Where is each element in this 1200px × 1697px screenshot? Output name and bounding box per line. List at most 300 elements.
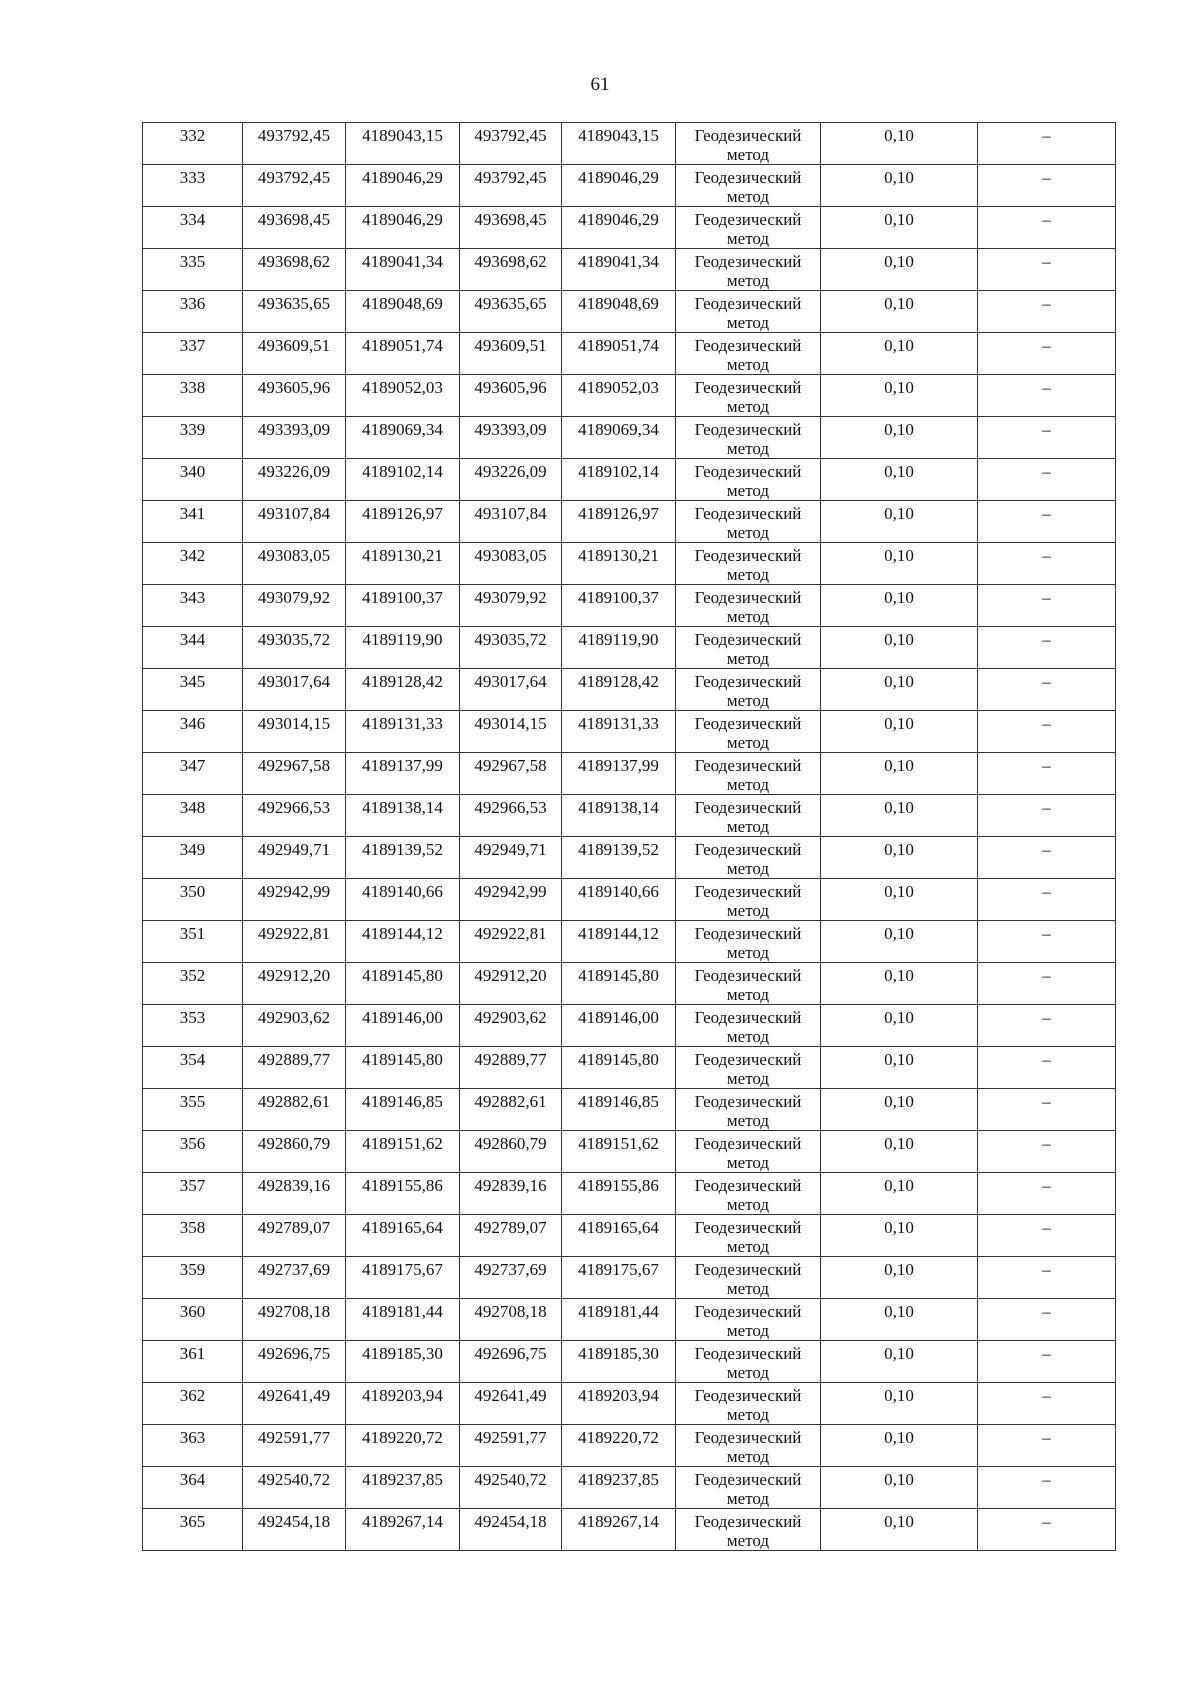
x-new-cell-value: 493017,64: [474, 672, 547, 691]
y-existing-cell-value: 4189051,74: [362, 336, 443, 355]
accuracy-cell-value: 0,10: [884, 504, 914, 523]
y-existing-cell: [346, 459, 460, 501]
method-line-1: Геодезический: [694, 840, 802, 859]
x-existing-cell-value: 492641,49: [257, 1386, 331, 1405]
y-existing-cell-value: 4189138,14: [362, 798, 443, 817]
method-line-2: метод: [726, 901, 770, 920]
note-cell-value: –: [1042, 1344, 1051, 1363]
x-new-cell: [460, 543, 562, 585]
accuracy-cell: [821, 1131, 978, 1173]
y-existing-cell-value: 4189185,30: [362, 1344, 443, 1363]
table-row: [143, 1509, 1116, 1551]
x-new-cell: [460, 1467, 562, 1509]
x-new-cell-value: 492737,69: [474, 1260, 547, 1279]
y-new-cell: [562, 669, 676, 711]
y-new-cell: [562, 123, 676, 165]
x-existing-cell: [243, 123, 346, 165]
y-existing-cell: [346, 1131, 460, 1173]
x-new-cell: [460, 459, 562, 501]
method-line-1: Геодезический: [694, 672, 802, 691]
note-cell: [978, 501, 1116, 543]
y-new-cell-value: 4189140,66: [578, 882, 659, 901]
x-new-cell-value: 492912,20: [474, 966, 547, 985]
y-new-cell: [562, 1425, 676, 1467]
y-existing-cell: [346, 1299, 460, 1341]
method-cell: [676, 1173, 821, 1215]
x-new-cell-value: 492903,62: [474, 1008, 547, 1027]
point-number-cell: [143, 837, 243, 879]
method-line-2: метод: [726, 1489, 770, 1508]
y-new-cell: [562, 879, 676, 921]
note-cell: [978, 1131, 1116, 1173]
point-number-cell: [143, 585, 243, 627]
method-line-2: метод: [726, 1531, 770, 1550]
point-number-cell: [143, 795, 243, 837]
note-cell-value: –: [1042, 756, 1051, 775]
method-line-2: метод: [726, 397, 770, 416]
x-new-cell-value: 492789,07: [474, 1218, 547, 1237]
note-cell: [978, 795, 1116, 837]
method-line-1: Геодезический: [694, 882, 802, 901]
table-row: [143, 753, 1116, 795]
y-existing-cell: [346, 501, 460, 543]
x-new-cell: [460, 1131, 562, 1173]
accuracy-cell: [821, 1383, 978, 1425]
y-existing-cell-value: 4189139,52: [362, 840, 443, 859]
y-new-cell: [562, 837, 676, 879]
method-line-2: метод: [726, 145, 770, 164]
method-line-2: метод: [726, 523, 770, 542]
x-existing-cell-value: 492789,07: [257, 1218, 331, 1237]
x-new-cell: [460, 165, 562, 207]
method-cell: [676, 501, 821, 543]
x-existing-cell-value: 493792,45: [257, 168, 331, 187]
method-line-2: метод: [726, 985, 770, 1004]
accuracy-cell: [821, 1257, 978, 1299]
note-cell: [978, 123, 1116, 165]
x-existing-cell-value: 493698,62: [257, 252, 331, 271]
point-number-cell-value: 344: [179, 630, 206, 649]
point-number-cell-value: 349: [179, 840, 206, 859]
y-new-cell-value: 4189119,90: [578, 630, 659, 649]
accuracy-cell-value: 0,10: [884, 630, 914, 649]
accuracy-cell: [821, 837, 978, 879]
method-cell: [676, 963, 821, 1005]
method-line-2: метод: [726, 691, 770, 710]
y-new-cell: [562, 417, 676, 459]
note-cell: [978, 207, 1116, 249]
note-cell: [978, 1005, 1116, 1047]
note-cell: [978, 627, 1116, 669]
method-line-2: метод: [726, 1237, 770, 1256]
method-line-1: Геодезический: [694, 294, 802, 313]
y-new-cell-value: 4189041,34: [578, 252, 659, 271]
x-existing-cell: [243, 1215, 346, 1257]
accuracy-cell-value: 0,10: [884, 462, 914, 481]
y-new-cell-value: 4189137,99: [578, 756, 659, 775]
y-new-cell: [562, 1047, 676, 1089]
point-number-cell-value: 364: [179, 1470, 206, 1489]
x-existing-cell-value: 492839,16: [257, 1176, 331, 1195]
point-number-cell: [143, 1215, 243, 1257]
x-new-cell-value: 492641,49: [474, 1386, 547, 1405]
method-line-1: Геодезический: [694, 546, 802, 565]
x-new-cell: [460, 1299, 562, 1341]
y-existing-cell-value: 4189137,99: [362, 756, 443, 775]
y-new-cell: [562, 459, 676, 501]
note-cell: [978, 1341, 1116, 1383]
point-number-cell-value: 358: [179, 1218, 206, 1237]
method-line-2: метод: [726, 1195, 770, 1214]
accuracy-cell-value: 0,10: [884, 924, 914, 943]
x-new-cell: [460, 1047, 562, 1089]
y-new-cell-value: 4189145,80: [578, 1050, 659, 1069]
y-new-cell-value: 4189100,37: [578, 588, 659, 607]
x-existing-cell-value: 492882,61: [257, 1092, 331, 1111]
method-line-2: метод: [726, 817, 770, 836]
method-line-1: Геодезический: [694, 924, 802, 943]
note-cell: [978, 291, 1116, 333]
y-new-cell-value: 4189144,12: [578, 924, 659, 943]
note-cell: [978, 543, 1116, 585]
x-new-cell-value: 492591,77: [474, 1428, 547, 1447]
method-cell: [676, 1131, 821, 1173]
accuracy-cell-value: 0,10: [884, 1008, 914, 1027]
note-cell: [978, 417, 1116, 459]
y-existing-cell: [346, 1467, 460, 1509]
y-existing-cell-value: 4189220,72: [362, 1428, 443, 1447]
note-cell: [978, 1383, 1116, 1425]
y-existing-cell: [346, 1089, 460, 1131]
point-number-cell: [143, 1047, 243, 1089]
method-line-2: метод: [726, 733, 770, 752]
method-line-1: Геодезический: [694, 756, 802, 775]
x-existing-cell-value: 493698,45: [257, 210, 331, 229]
x-new-cell: [460, 417, 562, 459]
table-row: [143, 417, 1116, 459]
x-existing-cell-value: 493609,51: [257, 336, 331, 355]
y-existing-cell: [346, 1005, 460, 1047]
note-cell: [978, 165, 1116, 207]
point-number-cell: [143, 1257, 243, 1299]
x-new-cell-value: 492540,72: [474, 1470, 547, 1489]
x-existing-cell-value: 492922,81: [257, 924, 331, 943]
note-cell-value: –: [1042, 588, 1051, 607]
x-existing-cell-value: 493605,96: [257, 378, 331, 397]
y-new-cell-value: 4189126,97: [578, 504, 659, 523]
accuracy-cell-value: 0,10: [884, 1134, 914, 1153]
x-new-cell: [460, 963, 562, 1005]
point-number-cell: [143, 1131, 243, 1173]
method-line-1: Геодезический: [694, 1344, 802, 1363]
y-existing-cell: [346, 753, 460, 795]
method-line-1: Геодезический: [694, 1260, 802, 1279]
method-line-1: Геодезический: [694, 168, 802, 187]
x-existing-cell: [243, 963, 346, 1005]
point-number-cell: [143, 1383, 243, 1425]
point-number-cell-value: 334: [179, 210, 206, 229]
accuracy-cell: [821, 165, 978, 207]
y-existing-cell-value: 4189175,67: [362, 1260, 443, 1279]
point-number-cell-value: 340: [179, 462, 206, 481]
y-existing-cell-value: 4189102,14: [362, 462, 443, 481]
y-new-cell-value: 4189146,85: [578, 1092, 659, 1111]
x-new-cell-value: 493035,72: [474, 630, 547, 649]
point-number-cell-value: 362: [179, 1386, 206, 1405]
method-line-1: Геодезический: [694, 1050, 802, 1069]
accuracy-cell-value: 0,10: [884, 840, 914, 859]
method-line-2: метод: [726, 1069, 770, 1088]
note-cell-value: –: [1042, 252, 1051, 271]
point-number-cell: [143, 165, 243, 207]
x-existing-cell-value: 492949,71: [257, 840, 331, 859]
point-number-cell-value: 339: [179, 420, 206, 439]
accuracy-cell: [821, 1509, 978, 1551]
point-number-cell: [143, 1173, 243, 1215]
point-number-cell: [143, 123, 243, 165]
y-new-cell-value: 4189145,80: [578, 966, 659, 985]
x-existing-cell: [243, 1131, 346, 1173]
point-number-cell: [143, 921, 243, 963]
point-number-cell: [143, 1341, 243, 1383]
note-cell-value: –: [1042, 924, 1051, 943]
y-new-cell-value: 4189128,42: [578, 672, 659, 691]
note-cell-value: –: [1042, 1134, 1051, 1153]
y-new-cell: [562, 291, 676, 333]
x-new-cell: [460, 753, 562, 795]
x-existing-cell: [243, 879, 346, 921]
table-row: [143, 543, 1116, 585]
method-line-2: метод: [726, 481, 770, 500]
point-number-cell-value: 333: [179, 168, 206, 187]
x-new-cell-value: 492967,58: [474, 756, 547, 775]
y-existing-cell: [346, 375, 460, 417]
x-new-cell: [460, 837, 562, 879]
accuracy-cell: [821, 921, 978, 963]
note-cell-value: –: [1042, 1008, 1051, 1027]
y-new-cell: [562, 1467, 676, 1509]
x-new-cell: [460, 333, 562, 375]
y-new-cell: [562, 921, 676, 963]
y-existing-cell: [346, 291, 460, 333]
x-existing-cell-value: 493226,09: [257, 462, 331, 481]
accuracy-cell: [821, 501, 978, 543]
x-existing-cell-value: 493635,65: [257, 294, 331, 313]
x-existing-cell: [243, 1383, 346, 1425]
point-number-cell-value: 357: [179, 1176, 206, 1195]
y-new-cell: [562, 711, 676, 753]
method-line-2: метод: [726, 607, 770, 626]
y-new-cell-value: 4189181,44: [578, 1302, 659, 1321]
method-cell: [676, 1257, 821, 1299]
y-existing-cell-value: 4189128,42: [362, 672, 443, 691]
point-number-cell: [143, 1299, 243, 1341]
note-cell-value: –: [1042, 168, 1051, 187]
method-cell: [676, 1299, 821, 1341]
point-number-cell: [143, 1089, 243, 1131]
x-new-cell-value: 493083,05: [474, 546, 547, 565]
y-existing-cell: [346, 165, 460, 207]
note-cell-value: –: [1042, 840, 1051, 859]
method-line-1: Геодезический: [694, 336, 802, 355]
y-new-cell: [562, 795, 676, 837]
accuracy-cell-value: 0,10: [884, 252, 914, 271]
method-cell: [676, 711, 821, 753]
note-cell-value: –: [1042, 546, 1051, 565]
table-row: [143, 963, 1116, 1005]
y-new-cell: [562, 753, 676, 795]
accuracy-cell: [821, 1425, 978, 1467]
point-number-cell-value: 353: [179, 1008, 206, 1027]
table-row: [143, 1131, 1116, 1173]
x-new-cell-value: 492942,99: [474, 882, 547, 901]
x-new-cell-value: 493635,65: [474, 294, 547, 313]
x-existing-cell: [243, 1341, 346, 1383]
y-existing-cell-value: 4189119,90: [362, 630, 443, 649]
accuracy-cell-value: 0,10: [884, 588, 914, 607]
note-cell-value: –: [1042, 630, 1051, 649]
note-cell-value: –: [1042, 1470, 1051, 1489]
y-new-cell-value: 4189131,33: [578, 714, 659, 733]
point-number-cell-value: 341: [179, 504, 206, 523]
y-existing-cell: [346, 333, 460, 375]
point-number-cell-value: 352: [179, 966, 206, 985]
x-existing-cell: [243, 1509, 346, 1551]
point-number-cell: [143, 711, 243, 753]
x-existing-cell: [243, 753, 346, 795]
accuracy-cell: [821, 1341, 978, 1383]
x-existing-cell: [243, 669, 346, 711]
table-row: [143, 375, 1116, 417]
x-existing-cell-value: 492540,72: [257, 1470, 331, 1489]
accuracy-cell: [821, 1047, 978, 1089]
y-new-cell: [562, 1341, 676, 1383]
y-new-cell-value: 4189175,67: [578, 1260, 659, 1279]
method-line-2: метод: [726, 1363, 770, 1382]
y-new-cell: [562, 543, 676, 585]
y-new-cell-value: 4189043,15: [578, 126, 659, 145]
y-new-cell: [562, 501, 676, 543]
x-new-cell: [460, 1089, 562, 1131]
note-cell-value: –: [1042, 1050, 1051, 1069]
y-new-cell-value: 4189203,94: [578, 1386, 659, 1405]
method-line-2: метод: [726, 565, 770, 584]
accuracy-cell: [821, 1467, 978, 1509]
method-cell: [676, 795, 821, 837]
y-existing-cell-value: 4189146,00: [362, 1008, 443, 1027]
note-cell-value: –: [1042, 462, 1051, 481]
table-row: [143, 333, 1116, 375]
method-line-1: Геодезический: [694, 1470, 802, 1489]
x-new-cell-value: 492889,77: [474, 1050, 547, 1069]
x-new-cell-value: 492839,16: [474, 1176, 547, 1195]
point-number-cell-value: 342: [179, 546, 206, 565]
y-existing-cell: [346, 1425, 460, 1467]
x-new-cell: [460, 921, 562, 963]
y-new-cell-value: 4189139,52: [578, 840, 659, 859]
note-cell-value: –: [1042, 966, 1051, 985]
table-row: [143, 1383, 1116, 1425]
y-new-cell-value: 4189267,14: [578, 1512, 659, 1531]
note-cell-value: –: [1042, 882, 1051, 901]
method-line-1: Геодезический: [694, 1512, 802, 1531]
note-cell-value: –: [1042, 1386, 1051, 1405]
x-new-cell-value: 493609,51: [474, 336, 547, 355]
note-cell-value: –: [1042, 1218, 1051, 1237]
x-existing-cell: [243, 207, 346, 249]
note-cell: [978, 333, 1116, 375]
y-new-cell: [562, 165, 676, 207]
accuracy-cell: [821, 711, 978, 753]
point-number-cell: [143, 1005, 243, 1047]
method-cell: [676, 543, 821, 585]
point-number-cell: [143, 459, 243, 501]
point-number-cell: [143, 543, 243, 585]
y-existing-cell-value: 4189052,03: [362, 378, 443, 397]
accuracy-cell-value: 0,10: [884, 1428, 914, 1447]
point-number-cell-value: 348: [179, 798, 206, 817]
y-existing-cell-value: 4189140,66: [362, 882, 443, 901]
point-number-cell-value: 336: [179, 294, 206, 313]
accuracy-cell-value: 0,10: [884, 210, 914, 229]
table-row: [143, 1047, 1116, 1089]
y-new-cell: [562, 249, 676, 291]
y-existing-cell-value: 4189146,85: [362, 1092, 443, 1111]
method-line-1: Геодезический: [694, 1176, 802, 1195]
y-existing-cell: [346, 249, 460, 291]
method-line-2: метод: [726, 943, 770, 962]
accuracy-cell-value: 0,10: [884, 1260, 914, 1279]
method-cell: [676, 1467, 821, 1509]
y-new-cell-value: 4189046,29: [578, 210, 659, 229]
y-existing-cell-value: 4189100,37: [362, 588, 443, 607]
note-cell: [978, 711, 1116, 753]
x-existing-cell-value: 492903,62: [257, 1008, 331, 1027]
note-cell: [978, 249, 1116, 291]
point-number-cell-value: 337: [179, 336, 206, 355]
method-cell: [676, 879, 821, 921]
x-new-cell-value: 492882,61: [474, 1092, 547, 1111]
accuracy-cell-value: 0,10: [884, 1470, 914, 1489]
note-cell-value: –: [1042, 1302, 1051, 1321]
y-new-cell-value: 4189146,00: [578, 1008, 659, 1027]
accuracy-cell: [821, 375, 978, 417]
method-cell: [676, 1425, 821, 1467]
x-existing-cell: [243, 585, 346, 627]
y-existing-cell: [346, 1173, 460, 1215]
x-new-cell: [460, 879, 562, 921]
y-existing-cell: [346, 837, 460, 879]
method-cell: [676, 417, 821, 459]
point-number-cell-value: 332: [179, 126, 206, 145]
y-existing-cell-value: 4189048,69: [362, 294, 443, 313]
y-existing-cell-value: 4189145,80: [362, 966, 443, 985]
y-existing-cell-value: 4189046,29: [362, 168, 443, 187]
x-existing-cell-value: 492912,20: [257, 966, 331, 985]
method-cell: [676, 1005, 821, 1047]
accuracy-cell: [821, 1215, 978, 1257]
y-new-cell-value: 4189138,14: [578, 798, 659, 817]
x-existing-cell: [243, 1257, 346, 1299]
x-existing-cell-value: 492591,77: [257, 1428, 331, 1447]
note-cell-value: –: [1042, 1260, 1051, 1279]
accuracy-cell-value: 0,10: [884, 672, 914, 691]
x-new-cell: [460, 585, 562, 627]
method-line-1: Геодезический: [694, 1302, 802, 1321]
y-existing-cell: [346, 1215, 460, 1257]
point-number-cell-value: 343: [179, 588, 206, 607]
accuracy-cell-value: 0,10: [884, 1512, 914, 1531]
